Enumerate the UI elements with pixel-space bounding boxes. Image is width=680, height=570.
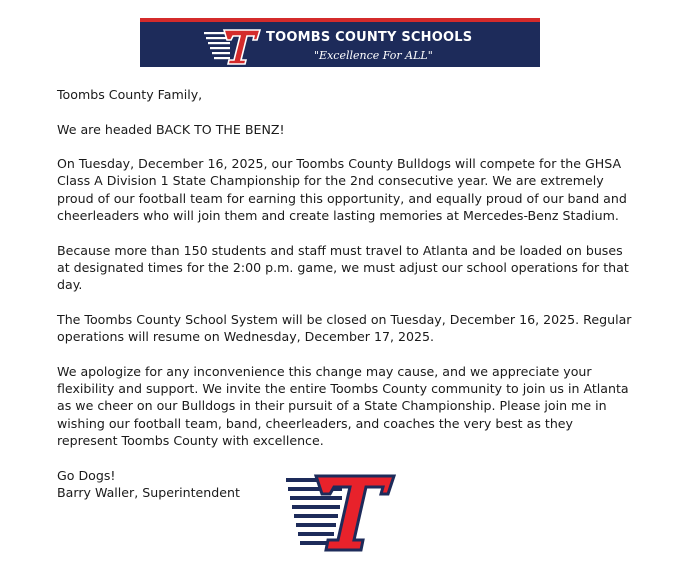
toombs-t-logo bbox=[204, 26, 264, 66]
letter-paragraph: The Toombs County School System will be closed on Tuesday, December 16, 2025. Regular operations will resume on Wednesday, December 17, 2025. bbox=[57, 311, 632, 345]
toombs-t-logo-large bbox=[286, 474, 396, 554]
header-banner bbox=[140, 18, 540, 67]
letter-body bbox=[57, 86, 637, 501]
signature: Barry Waller, Superintendent bbox=[57, 484, 240, 500]
letter-paragraph: On Tuesday, December 16, 2025, our Toombs County Bulldogs will compete for the GHSA Class A Division 1 State Championship for the 2nd consecutive year. We are extremely proud of our football team for earning this opportunity, and equally proud of our band and cheerleaders who will join them and create lasting memories at Mercedes-Benz Stadium. bbox=[57, 156, 627, 224]
salutation: Toombs County Family, bbox=[57, 87, 203, 102]
letter-paragraph: We apologize for any inconvenience this change may cause, and we appreciate your flexibility and support. We invite the entire Toombs County community to join us in Atlanta as we cheer on our Bulldogs in their pursuit of a State Championship. Please join me in wishing our football team, band, cheerleaders, and coaches the very best as they represent Toombs County with excellence. bbox=[57, 363, 629, 448]
header-title: TOOMBS COUNTY SCHOOLS bbox=[266, 30, 473, 45]
letter-paragraph: Because more than 150 students and staff must travel to Atlanta and be loaded on buses at designated times for the 2:00 p.m. game, we must adjust our school operations for that day. bbox=[57, 242, 629, 293]
letter-paragraph: We are headed BACK TO THE BENZ! bbox=[57, 121, 285, 137]
closing: Go Dogs! bbox=[57, 467, 116, 483]
header-tagline: "Excellence For ALL" bbox=[314, 49, 433, 62]
